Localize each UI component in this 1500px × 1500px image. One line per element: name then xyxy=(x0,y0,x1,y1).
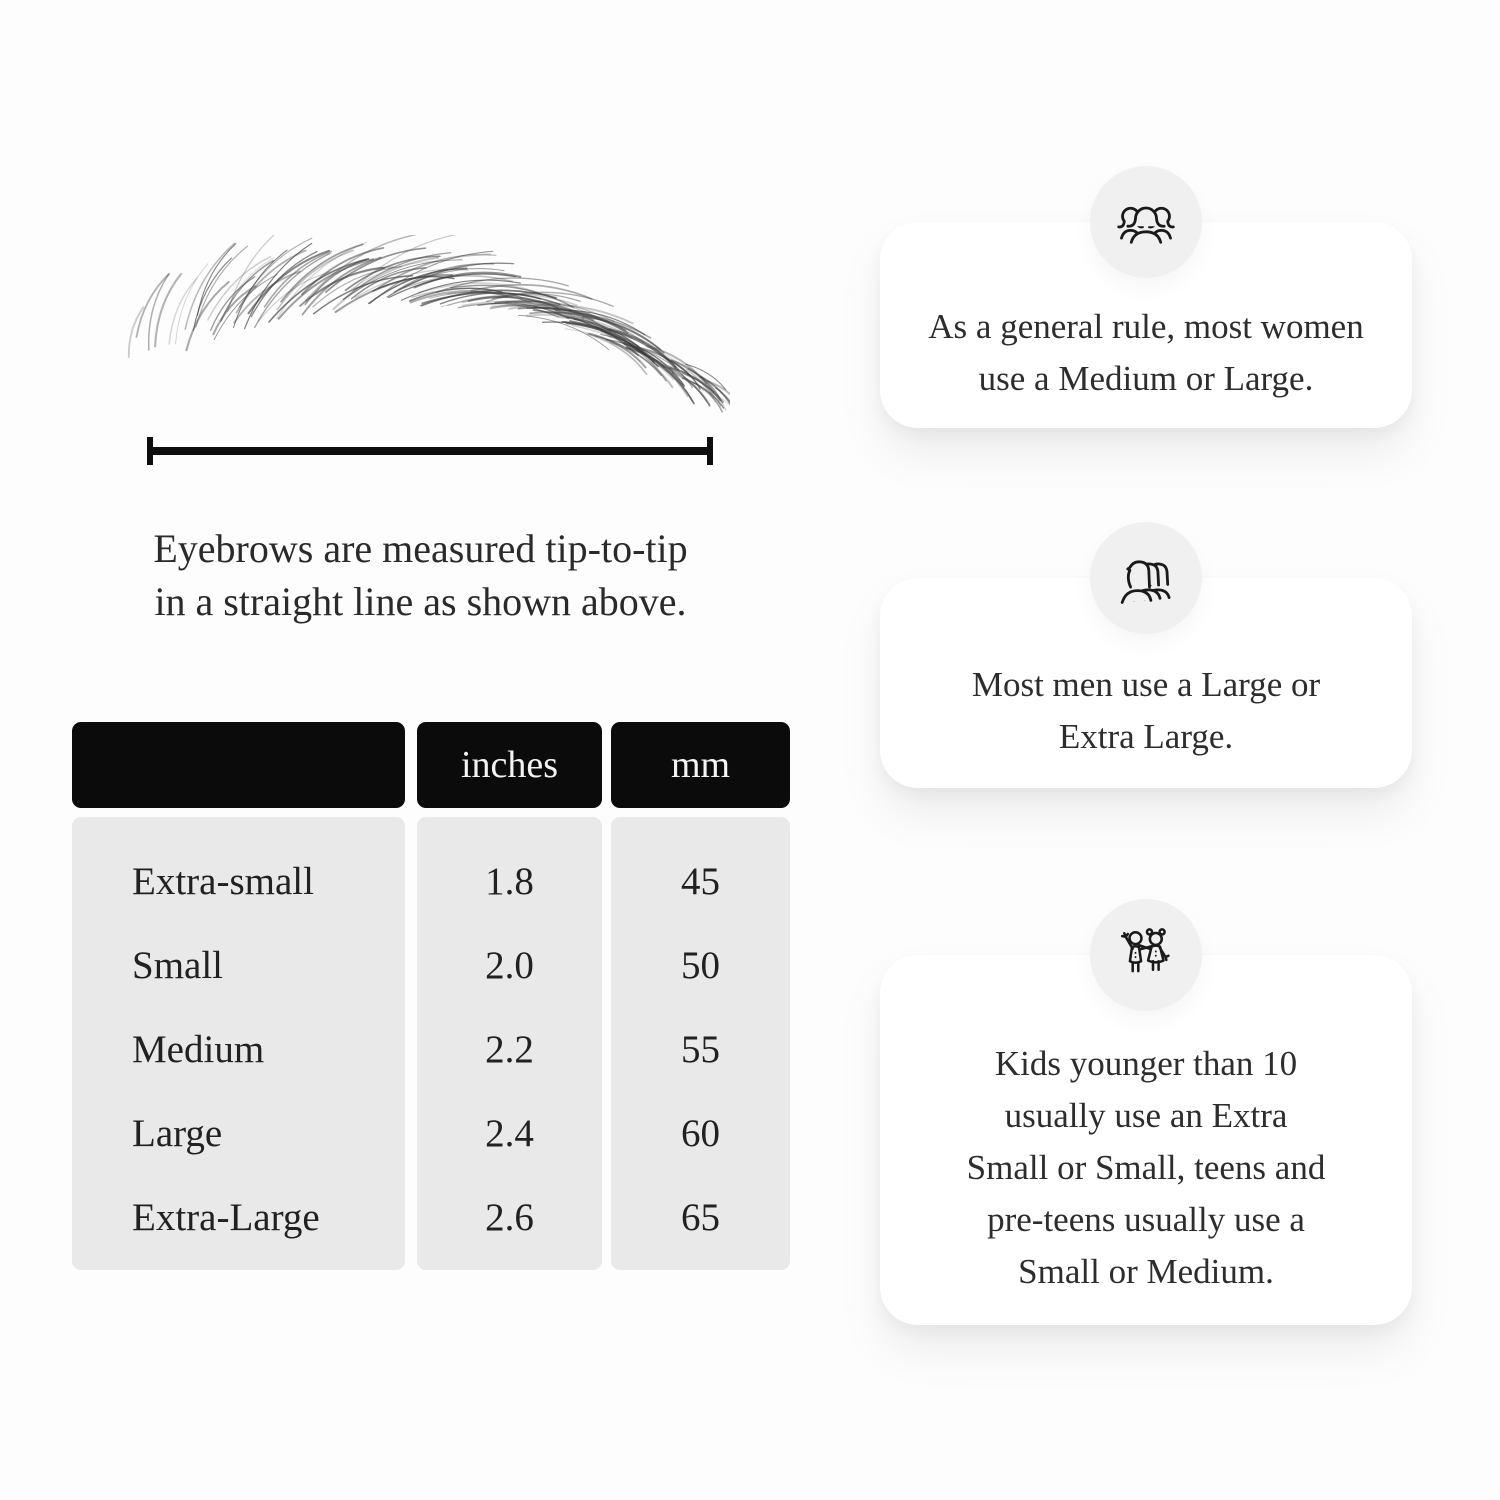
measurement-line xyxy=(145,434,715,468)
kids-icon-circle xyxy=(1090,899,1202,1011)
men-icon-circle xyxy=(1090,522,1202,634)
table-cell-label: Extra-Large xyxy=(132,1196,320,1240)
table-cell-label: Large xyxy=(132,1112,223,1156)
table-header-mm: mm xyxy=(611,722,790,808)
table-cell-label: Extra-small xyxy=(132,859,314,903)
table-column-sizes xyxy=(72,817,405,1270)
card-text-line: Small or Medium. xyxy=(1018,1252,1274,1291)
card-text-line: Most men use a Large or xyxy=(971,665,1321,704)
table-column-mm xyxy=(611,817,790,1270)
table-cell-mm: 50 xyxy=(681,943,720,987)
measure-caption-line2: in a straight line as shown above. xyxy=(154,579,687,624)
card-text-line: Kids younger than 10 xyxy=(994,1044,1298,1083)
table-header-inches: inches xyxy=(417,722,602,808)
women-group-icon xyxy=(1111,187,1181,257)
table-cell-inches: 2.0 xyxy=(485,943,534,987)
measure-caption xyxy=(98,522,743,628)
eyebrow-illustration xyxy=(115,235,730,415)
men-group-icon xyxy=(1111,543,1181,613)
women-icon-circle xyxy=(1090,166,1202,278)
table-cell-mm: 45 xyxy=(681,859,720,903)
card-text-line: As a general rule, most women xyxy=(928,307,1364,346)
table-cell-label: Small xyxy=(132,943,224,987)
table-cell-mm: 65 xyxy=(681,1196,720,1240)
table-cell-mm: 60 xyxy=(681,1112,720,1156)
table-cell-inches: 2.6 xyxy=(485,1196,534,1240)
card-text-line: Extra Large. xyxy=(1058,717,1234,756)
card-text-line: pre-teens usually use a xyxy=(987,1200,1305,1239)
table-header-size xyxy=(72,722,405,808)
table-cell-inches: 2.2 xyxy=(485,1027,534,1071)
card-text-line: Small or Small, teens and xyxy=(966,1148,1326,1187)
table-cell-inches: 1.8 xyxy=(485,859,534,903)
kids-icon xyxy=(1111,920,1181,990)
table-column-inches xyxy=(417,817,602,1270)
table-cell-label: Medium xyxy=(132,1027,265,1071)
card-text-line: usually use an Extra xyxy=(1004,1096,1288,1135)
size-table xyxy=(72,722,790,1270)
measure-caption-line1: Eyebrows are measured tip-to-tip xyxy=(153,526,688,571)
table-cell-inches: 2.4 xyxy=(485,1112,534,1156)
table-cell-mm: 55 xyxy=(681,1027,720,1071)
card-text-line: use a Medium or Large. xyxy=(978,359,1314,398)
